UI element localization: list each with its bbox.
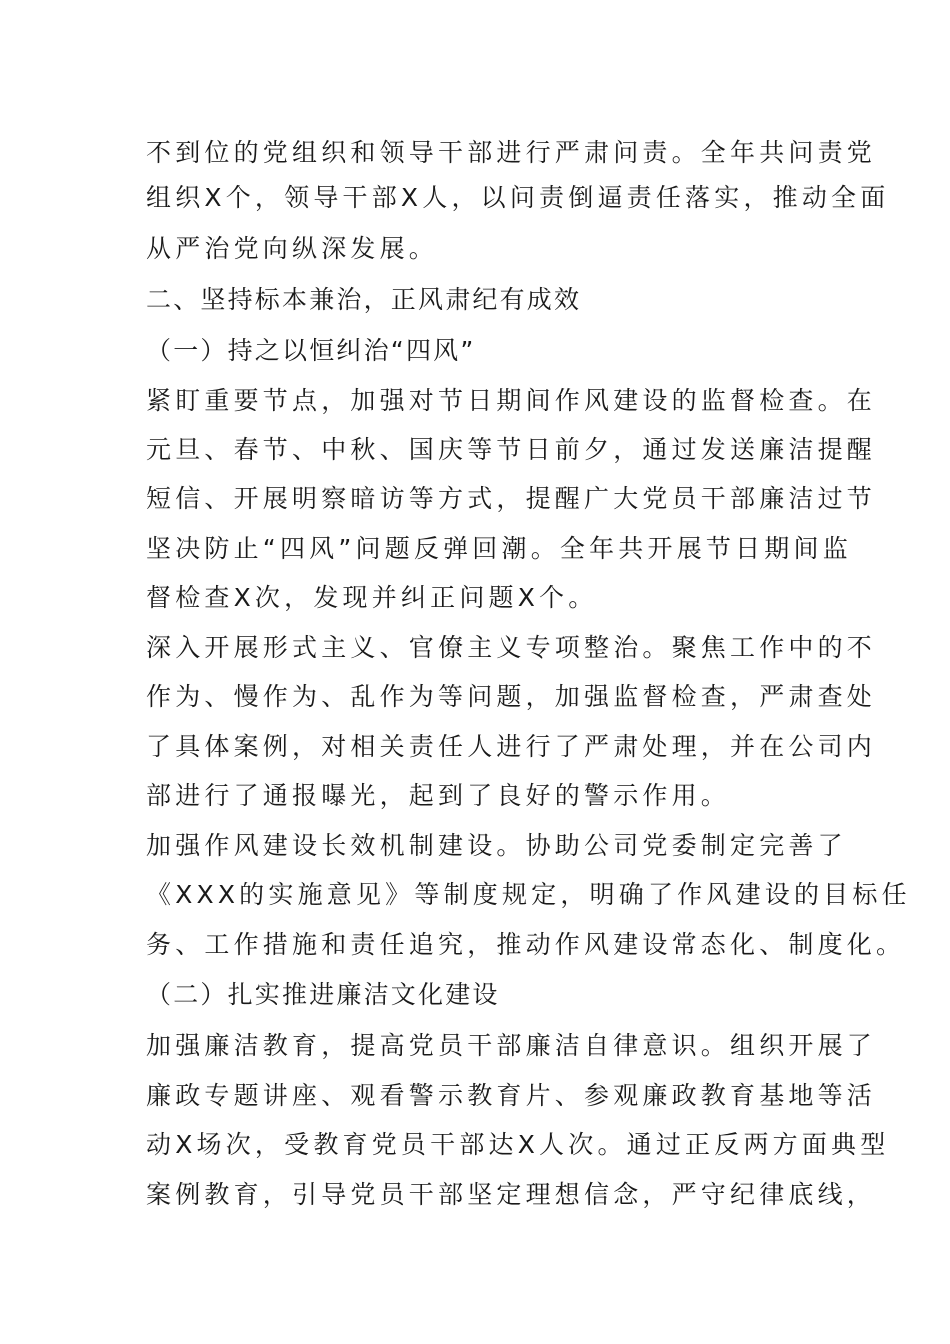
- paragraph-line: 廉政专题讲座、观看警示教育片、参观廉政教育基地等活: [146, 1081, 877, 1110]
- paragraph-line: 组织X个，领导干部X人，以问责倒逼责任落实，推动全面: [146, 183, 890, 212]
- paragraph-line: 部进行了通报曝光，起到了良好的警示作用。: [146, 781, 731, 810]
- paragraph-line: 不到位的党组织和领导干部进行严肃问责。全年共问责党: [146, 138, 877, 167]
- paragraph-line: 督检查X次，发现并纠正问题X个。: [146, 583, 598, 612]
- paragraph-line: 坚决防止“四风”问题反弹回潮。全年共开展节日期间监: [146, 534, 852, 563]
- section-heading: 二、坚持标本兼治，正风肃纪有成效: [146, 285, 582, 314]
- subsection-heading: （一）持之以恒纠治“四风”: [146, 336, 476, 365]
- paragraph-line: 加强廉洁教育，提高党员干部廉洁自律意识。组织开展了: [146, 1031, 877, 1060]
- paragraph-line: 动X场次，受教育党员干部达X人次。通过正反两方面典型: [146, 1130, 890, 1159]
- paragraph-line: 《XXX的实施意见》等制度规定，明确了作风建设的目标任: [146, 880, 911, 909]
- paragraph-line: 短信、开展明察暗访等方式，提醒广大党员干部廉洁过节: [146, 484, 877, 513]
- paragraph-line: 紧盯重要节点，加强对节日期间作风建设的监督检查。在: [146, 386, 877, 415]
- subsection-heading: （二）扎实推进廉洁文化建设: [146, 980, 500, 1009]
- paragraph-line: 元旦、春节、中秋、国庆等节日前夕，通过发送廉洁提醒: [146, 435, 877, 464]
- paragraph-line: 了具体案例，对相关责任人进行了严肃处理，并在公司内: [146, 732, 877, 761]
- paragraph-line: 案例教育，引导党员干部坚定理想信念，严守纪律底线，: [146, 1180, 877, 1209]
- paragraph-line: 务、工作措施和责任追究，推动作风建设常态化、制度化。: [146, 930, 906, 959]
- paragraph-line: 作为、慢作为、乱作为等问题，加强监督检查，严肃查处: [146, 682, 877, 711]
- paragraph-line: 加强作风建设长效机制建设。协助公司党委制定完善了: [146, 831, 847, 860]
- paragraph-line: 从严治党向纵深发展。: [146, 234, 439, 263]
- paragraph-line: 深入开展形式主义、官僚主义专项整治。聚焦工作中的不: [146, 633, 877, 662]
